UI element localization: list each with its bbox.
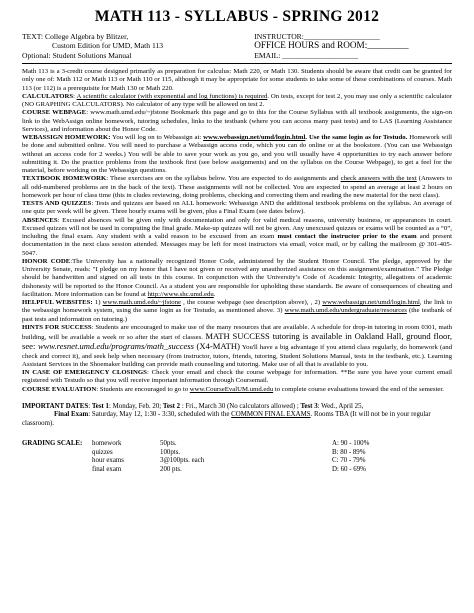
text-line: TEXT: College Algebra by Blitzer, — [22, 32, 129, 41]
calculators-requirement: A scientific calculator (with exponential and log functions) is required — [76, 92, 268, 100]
grade-item: homework — [92, 440, 122, 448]
math-success-text: MATH SUCCESS tutoring is available in Oakland Hall, ground floor, see: — [22, 331, 452, 352]
course-header — [22, 32, 452, 60]
page-title: MATH 113 - SYLLABUS - SPRING 2012 — [94, 8, 380, 25]
evaluation-text-2: to complete course evaluations toward the end of the semester. — [273, 385, 444, 393]
check-answers-text: check answers with the text — [340, 175, 417, 183]
common-final-exams-text: COMMON FINAL EXAMS — [231, 411, 311, 419]
honor-code-section — [22, 258, 452, 299]
grade-range: D: 60 - 69% — [332, 465, 366, 473]
webassign-text-1: You will log on to Webassign at: — [110, 134, 204, 142]
textbook-homework-text-1: : These exercises are on the syllabus below. You are expected to do assignments and — [106, 175, 341, 183]
webassign-label: WEBASSIGN HOMEWORK: — [22, 134, 111, 142]
websites-text-2: , the course webpage (see description above), , 2) — [181, 299, 323, 307]
textbook-homework-label: TEXTBOOK HOMEWORK — [22, 175, 107, 183]
header-divider — [22, 63, 452, 64]
resources-link[interactable]: www.math.umd.edu/undergraduate/resources — [284, 307, 407, 315]
webassign-login-link[interactable]: www.webassign.net/umd/login.html — [322, 299, 420, 307]
hints-section — [22, 324, 452, 369]
grade-items — [92, 440, 160, 474]
hints-text-2: You'll have a big advantage if you attend class regularly, do homework (and check and correct it), and seek help when necessary (from instructor, tutors, friends, tutoring, Student Solutions Manual, tests in the testbank, etc.). Learning Assistant Services in the Shoemaker building can provide math counseling and tutoring. Make use of all that is available to you. — [22, 344, 452, 368]
test3-date: : Wed., April 25, — [317, 402, 364, 410]
honor-council-link[interactable]: http://www.shc.umd.edu — [147, 290, 214, 298]
absences-label: ABSENCES — [22, 216, 58, 224]
calculators-section — [22, 93, 452, 110]
syllabus-body — [22, 68, 452, 394]
textbook-homework-section — [22, 175, 452, 200]
webassign-section — [22, 134, 452, 175]
emergency-text: : Check your email and check the course webpage for information. **Be sure you have your current email registered with Testudo so that you will receive important information through Coursemail. — [22, 369, 452, 385]
calculators-text-1: : — [73, 92, 77, 100]
calculators-text-2: . On tests, except for test 2, you may use only a scientific calculator (NO GRAPHING CALCULATORS). No calculator of any type will be allowed on test 2. — [22, 92, 452, 109]
final-exam-room-note: . Rooms TBA (It will not be in your regular classroom). — [22, 411, 431, 427]
tests-label: TESTS AND QUIZZES — [22, 200, 92, 208]
grade-range: C: 70 - 79% — [332, 457, 366, 465]
honor-code-label: HONOR CODE — [22, 257, 71, 265]
course-webpage-link[interactable]: www.math.umd.edu/~jfstone — [102, 299, 181, 307]
emergency-label: IN CASE OF EMERGENCY CLOSINGS — [22, 369, 147, 377]
grading-scale-label: GRADING SCALE: — [22, 440, 83, 448]
grade-points-value: 3@100pts. each — [160, 457, 205, 465]
grade-scale-values — [332, 440, 452, 474]
helpful-websites-section — [22, 299, 452, 324]
webpage-section — [22, 109, 452, 134]
evaluation-label: COURSE EVALUATION — [22, 385, 97, 393]
email-line: EMAIL: ____________________ — [254, 50, 359, 60]
webassign-text-2: Homework will be done and submitted online. You will need to purchase a Webassign access code, which you can do online or at the bookstore. (You can use Webassign without an access code for 2 weeks.) You will be able to save your work as you go, and you will usually have 4 opportunities to try each answer before submitting it. Do the practice problems from the textbook first (see below assignments) and on the syllabus on the Course Webpage), to get a feel for the material, before working on the Webassign questions. — [22, 134, 452, 175]
helpful-websites-label: HELPFUL WEBSITES: — [22, 299, 93, 307]
math-success-link[interactable]: www.resnet.umd.edu/programs/math_success — [37, 341, 194, 352]
test2-label: Test 2 — [162, 402, 181, 410]
grading-scale — [22, 440, 452, 474]
hints-text-1: : Students are encouraged to make use of the many resources that are available. A schedule for drop-in tutoring in room 0301, math building, will be available a week or so after the start of classes. — [22, 323, 452, 342]
test1-date: : Monday, Feb. 20; — [109, 402, 163, 410]
grade-item: quizzes — [92, 448, 113, 456]
grade-spacer — [272, 440, 332, 474]
test3-label: Test 3 — [300, 402, 318, 410]
grade-item: hour exams — [92, 457, 124, 465]
course-eval-link[interactable]: www.CourseEvalUM.umd.edu — [189, 385, 274, 393]
instructor-line: INSTRUCTOR:____________________ — [254, 32, 380, 41]
absences-text-2: and present documentation in the next class session attended. Messages may be left for most instructors via email, voice mail, or by calling the mailroom @ 301-405-5047. — [22, 233, 452, 257]
hints-label: HINTS FOR SUCCESS — [22, 323, 92, 331]
webassign-url-link[interactable]: www.webassign.net/umd/login.html — [203, 134, 306, 142]
absences-section — [22, 217, 452, 258]
intro-paragraph: Math 113 is a 3-credit course designed primarily as preparation for calculus: Math 220, or Math 130. Students should be aware that credit can be granted for only one of: Math 112 or Math 113 or Math 110 or 115, although it may be appropriate for some students to take some of these combinations of courses. Math 113 (or 112) is a prerequisite for Math 130 or Math 220. — [22, 68, 452, 92]
final-exam-date: : Saturday, May 12, 1:30 - 3:30, scheduled with the — [88, 411, 232, 419]
textbook-homework-text-2: (Answers to all odd-numbered problems are in the back of the text). These assignments will not be collected. You are expected to spend an average at least 2 hours on homework per hour of class time (this in cludes reviewing, doing problems, checking and correcting them and reading the new material for the next class). — [22, 175, 452, 199]
textbook-info — [22, 32, 228, 60]
final-exam-label: Final Exam — [54, 411, 89, 419]
optional-line: Optional: Student Solutions Manual — [22, 50, 132, 60]
emergency-section — [22, 369, 452, 386]
test2-date: : Fri., March 30 (No calculators allowed) ; — [180, 402, 301, 410]
grade-points — [160, 440, 272, 474]
websites-text-1: 1) — [92, 299, 103, 307]
tests-section — [22, 200, 452, 217]
webpage-label: COURSE WEBPAGE — [22, 109, 87, 117]
calculators-label: CALCULATORS — [22, 92, 74, 100]
webassign-login-note: . Use the same login as for Testudo. — [305, 134, 408, 142]
grade-range: A: 90 - 100% — [332, 440, 370, 448]
webpage-text: : www.math.umd.edu/~jfstone Bookmark this page and go to this for the Course Syllabus with all textbook assignments, the sign-on link to the WebAssign online homework, tutoring schedules, links to the testbank (where you can access many past tests) and to LAS (Learning Assistance Services), and information about the Honor Code. — [22, 109, 452, 133]
math-success-phone: (X4-MATH) — [193, 341, 240, 352]
evaluation-section — [22, 386, 452, 394]
important-dates-label: IMPORTANT DATES — [22, 402, 89, 410]
honor-code-text-1: :The University has a nationally recognized Honor Code, administered by the Student Honor Council. The pledge, approved by the University Senate, reads: "I pledge on my honor that I have not given or received any unauthorized assistance on this assignment/examination." The Pledge should be handwritten and signed on all tests in this course. In conjunction with the University’s Code of Academic Integrity, allegations of academic dishonesty will be reported to the Honor Council. As a student you are responsible for upholding these standards. Be aware of consequences of cheating and facilitation. More information can be found at — [22, 257, 452, 298]
test1-label: Test 1 — [91, 402, 109, 410]
websites-text-3: , the link to the webassign homework system, using the same login as for Testudo, as mentioned above. 3) — [22, 299, 453, 315]
custom-edition-line: Custom Edition for UMD, Math 113 — [52, 41, 164, 51]
office-hours-line: OFFICE HOURS and ROOM:_________ — [254, 40, 409, 51]
grade-item: final exam — [92, 465, 122, 473]
evaluation-text-1: : Students are encouraged to go to — [96, 385, 190, 393]
instructor-info — [254, 32, 452, 60]
websites-text-4: (the testbank of past tests and information on tutoring.) — [22, 307, 452, 323]
grade-range: B: 80 - 89% — [332, 448, 366, 456]
tests-text: : Tests and quizzes are based on ALL homework: Webassign AND the additional textbook problems on the syllabus. An average of one quiz per week will be given. Three hourly exams will be given, plus a Final Exam (see dates below). — [22, 200, 452, 216]
absences-text-1: : Excused absences will be given only with documentation and only for valid medical reasons, university business, or appearances in court. Excused quizzes will not be used in computing the final grade. Make-up quizzes will not be given. Any unexcused quizzes or exams will be counted as a “0”, including the final exam. Any student with a valid reason to be excused from an exam — [22, 216, 452, 241]
grade-points-value: 200 pts. — [160, 465, 182, 473]
important-colon: : — [88, 402, 92, 410]
grade-points-value: 100pts. — [160, 448, 181, 456]
important-dates — [22, 403, 452, 428]
honor-code-text-2: . — [213, 290, 216, 298]
absences-contact-note: must contact the instructor prior to the exam — [277, 233, 417, 241]
grade-points-value: 50pts. — [160, 440, 177, 448]
